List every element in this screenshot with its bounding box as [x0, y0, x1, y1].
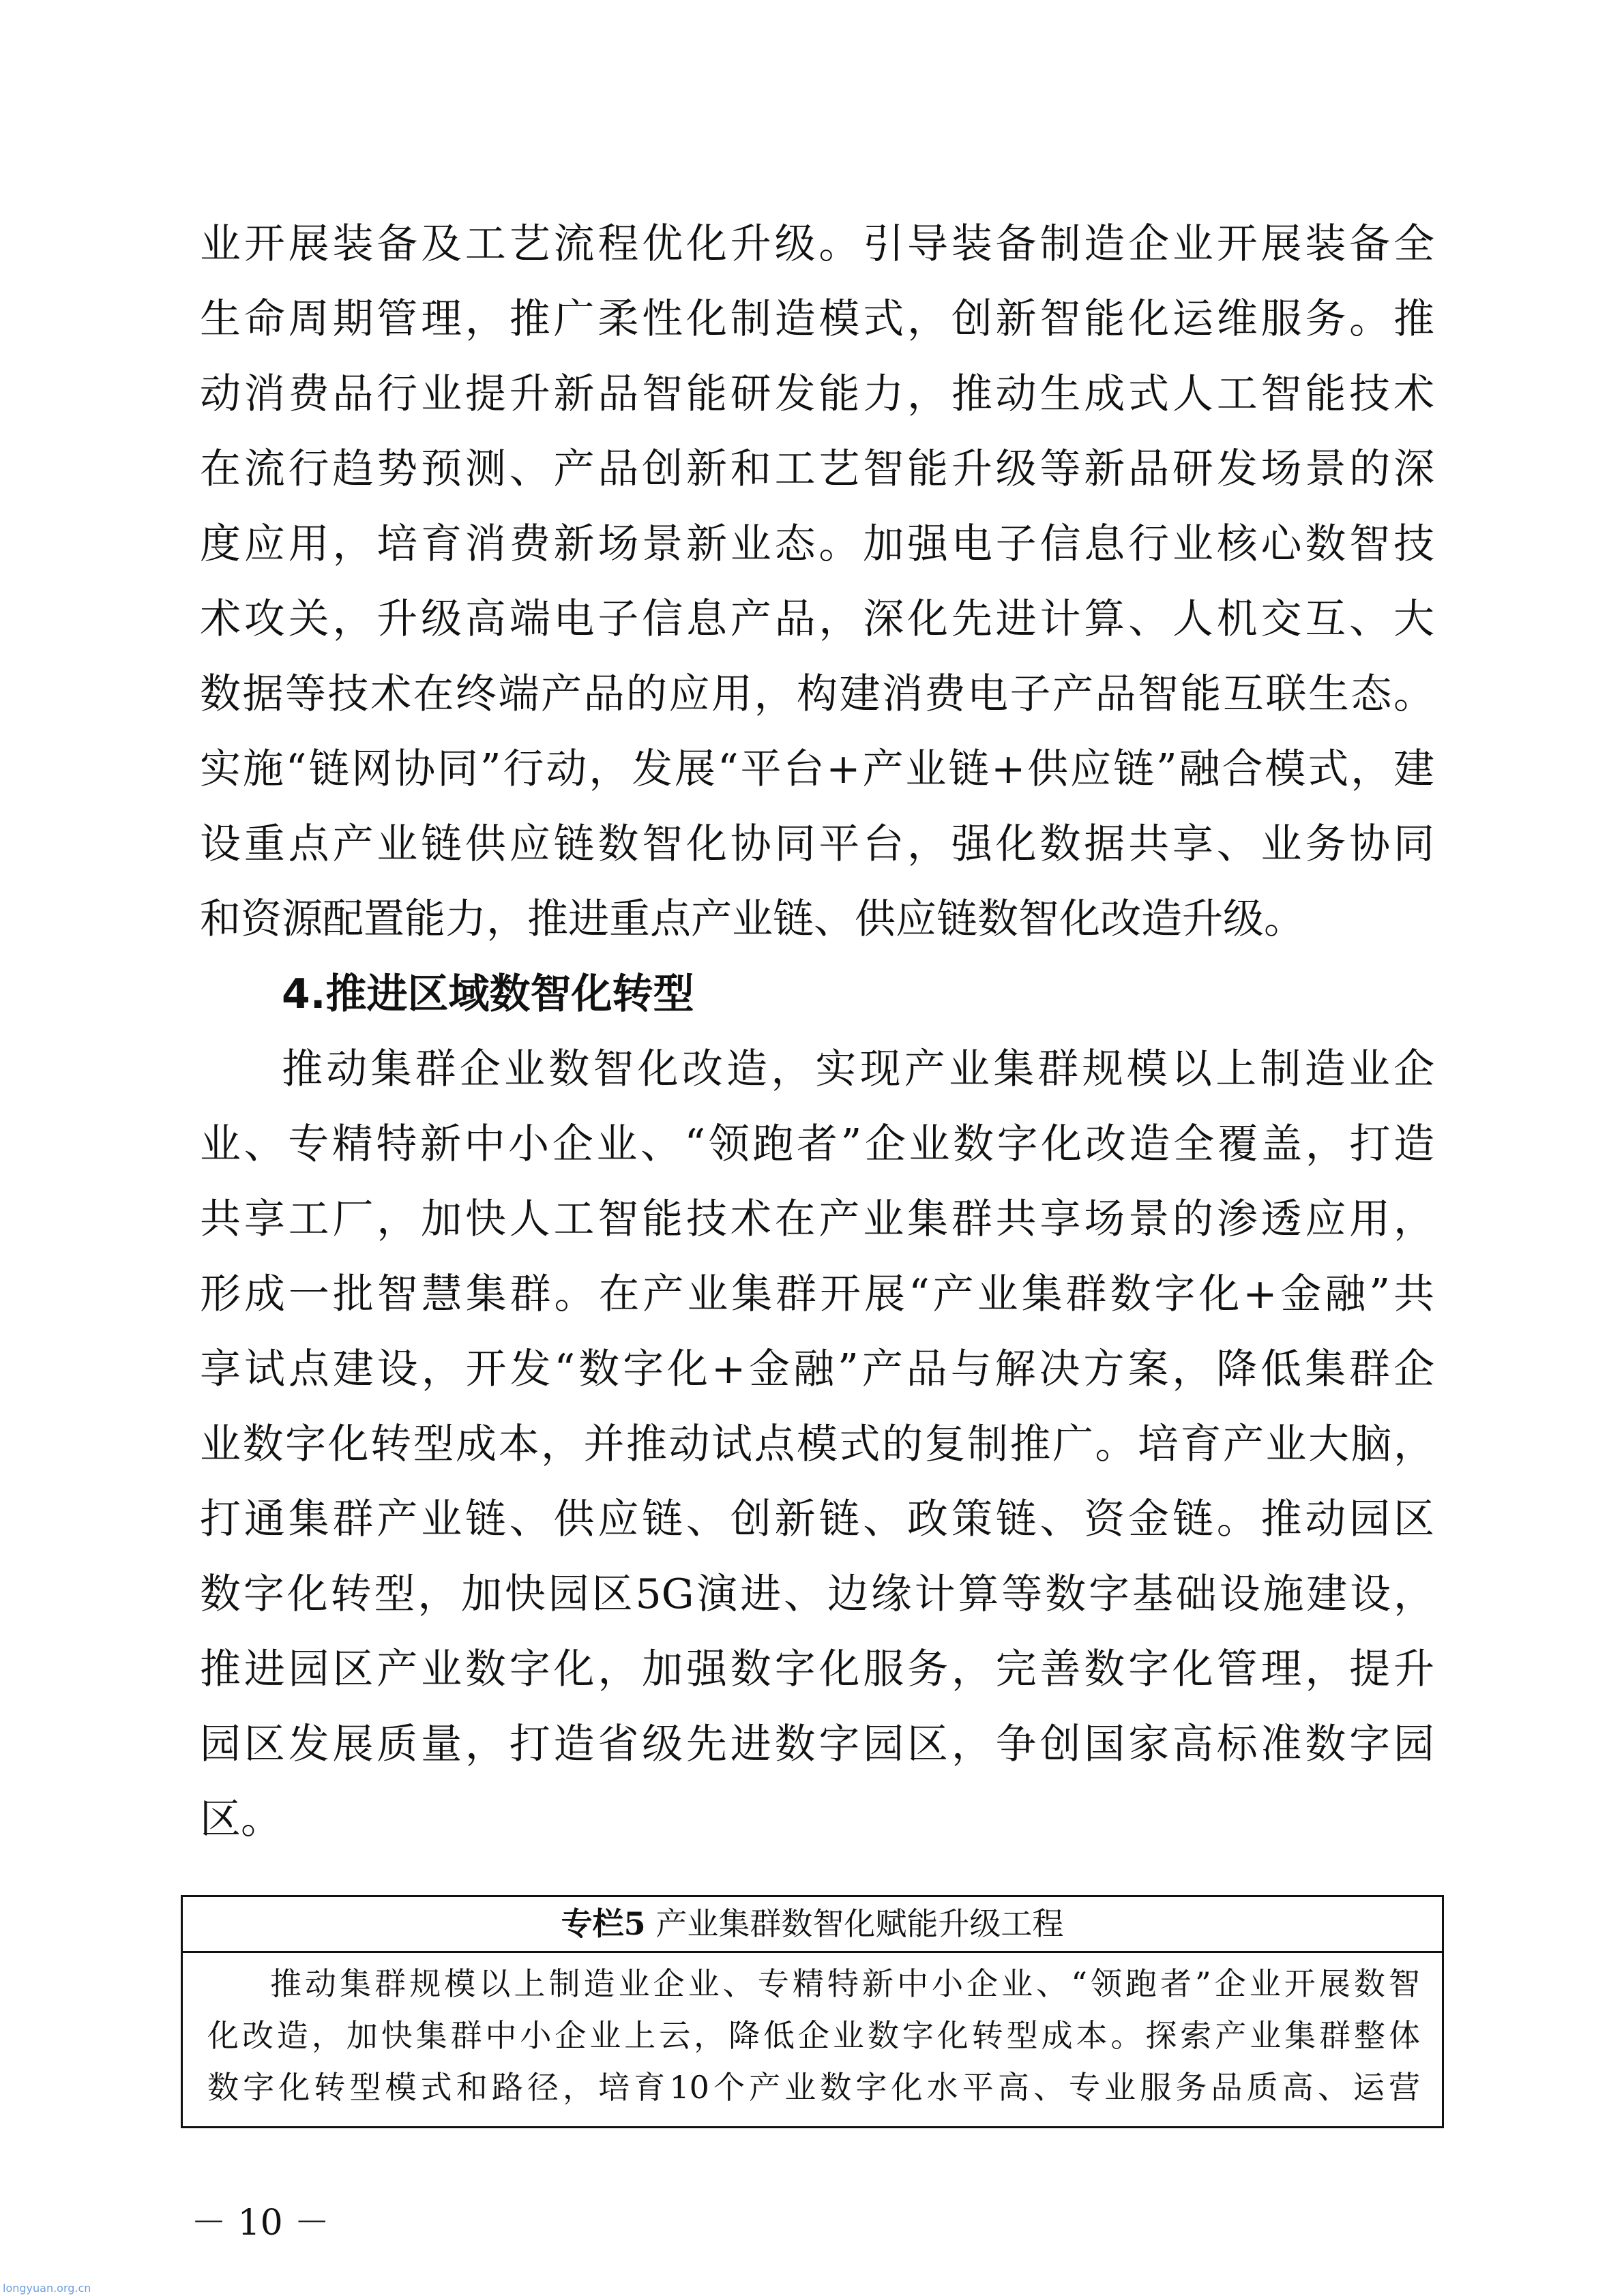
body-text-line: 业数字化转型成本，并推动试点模式的复制推广。培育产业大脑，: [200, 1420, 1434, 1468]
body-text-line: 推动集群企业数智化改造，实现产业集群规模以上制造业企: [282, 1045, 1434, 1093]
body-text-line: 数据等技术在终端产品的应用，构建消费电子产品智能互联生态。: [200, 670, 1434, 718]
watermark: longyuan.org.cn: [3, 2282, 91, 2295]
body-text-line: 度应用，培育消费新场景新业态。加强电子信息行业核心数智技: [200, 520, 1434, 568]
column-box-title-text: 产业集群数智化赋能升级工程: [655, 1905, 1064, 1942]
body-text-line: 园区发展质量，打造省级先进数字园区，争创国家高标准数字园: [200, 1720, 1434, 1768]
body-text-line: 推进园区产业数字化，加强数字化服务，完善数字化管理，提升: [200, 1645, 1434, 1693]
page-number: － 10 －: [191, 2203, 330, 2243]
body-text-line: 形成一批智慧集群。在产业集群开展“产业集群数字化+金融”共: [200, 1270, 1434, 1318]
body-text-line: 设重点产业链供应链数智化协同平台，强化数据共享、业务协同: [200, 820, 1434, 868]
body-text-line: 区。: [200, 1795, 282, 1843]
body-text-line: 享试点建设，开发“数字化+金融”产品与解决方案，降低集群企: [200, 1345, 1434, 1393]
body-text-line: 实施“链网协同”行动，发展“平台+产业链+供应链”融合模式，建: [200, 745, 1434, 793]
column-box-line: 数字化转型模式和路径，培育10个产业数字化水平高、专业服务品质高、运营: [207, 2069, 1420, 2106]
body-text-line: 和资源配置能力，推进重点产业链、供应链数智化改造升级。: [200, 895, 1305, 943]
column-box-line: 化改造，加快集群中小企业上云，降低企业数字化转型成本。探索产业集群整体: [207, 2017, 1420, 2054]
column-box: [181, 1895, 1444, 2128]
body-text-line: 业、专精特新中小企业、“领跑者”企业数字化改造全覆盖，打造: [200, 1120, 1434, 1168]
body-text-line: 共享工厂，加快人工智能技术在产业集群共享场景的渗透应用，: [200, 1195, 1434, 1243]
body-text-line: 生命周期管理，推广柔性化制造模式，创新智能化运维服务。推: [200, 295, 1434, 343]
body-text-line: 业开展装备及工艺流程优化升级。引导装备制造企业开展装备全: [200, 220, 1434, 268]
body-text-line: 数字化转型，加快园区5G演进、边缘计算等数字基础设施建设，: [200, 1570, 1434, 1618]
section-heading: 4.推进区域数智化转型: [282, 970, 694, 1018]
body-text-line: 动消费品行业提升新品智能研发能力，推动生成式人工智能技术: [200, 370, 1434, 418]
body-text-line: 术攻关，升级高端电子信息产品，深化先进计算、人机交互、大: [200, 595, 1434, 643]
body-text-line: 打通集群产业链、供应链、创新链、政策链、资金链。推动园区: [200, 1495, 1434, 1543]
column-box-label: 专栏5: [561, 1905, 646, 1942]
column-box-title: [183, 1897, 1442, 1953]
column-box-line: 推动集群规模以上制造业企业、专精特新中小企业、“领跑者”企业开展数智: [270, 1965, 1420, 2002]
body-text-line: 在流行趋势预测、产品创新和工艺智能升级等新品研发场景的深: [200, 445, 1434, 493]
